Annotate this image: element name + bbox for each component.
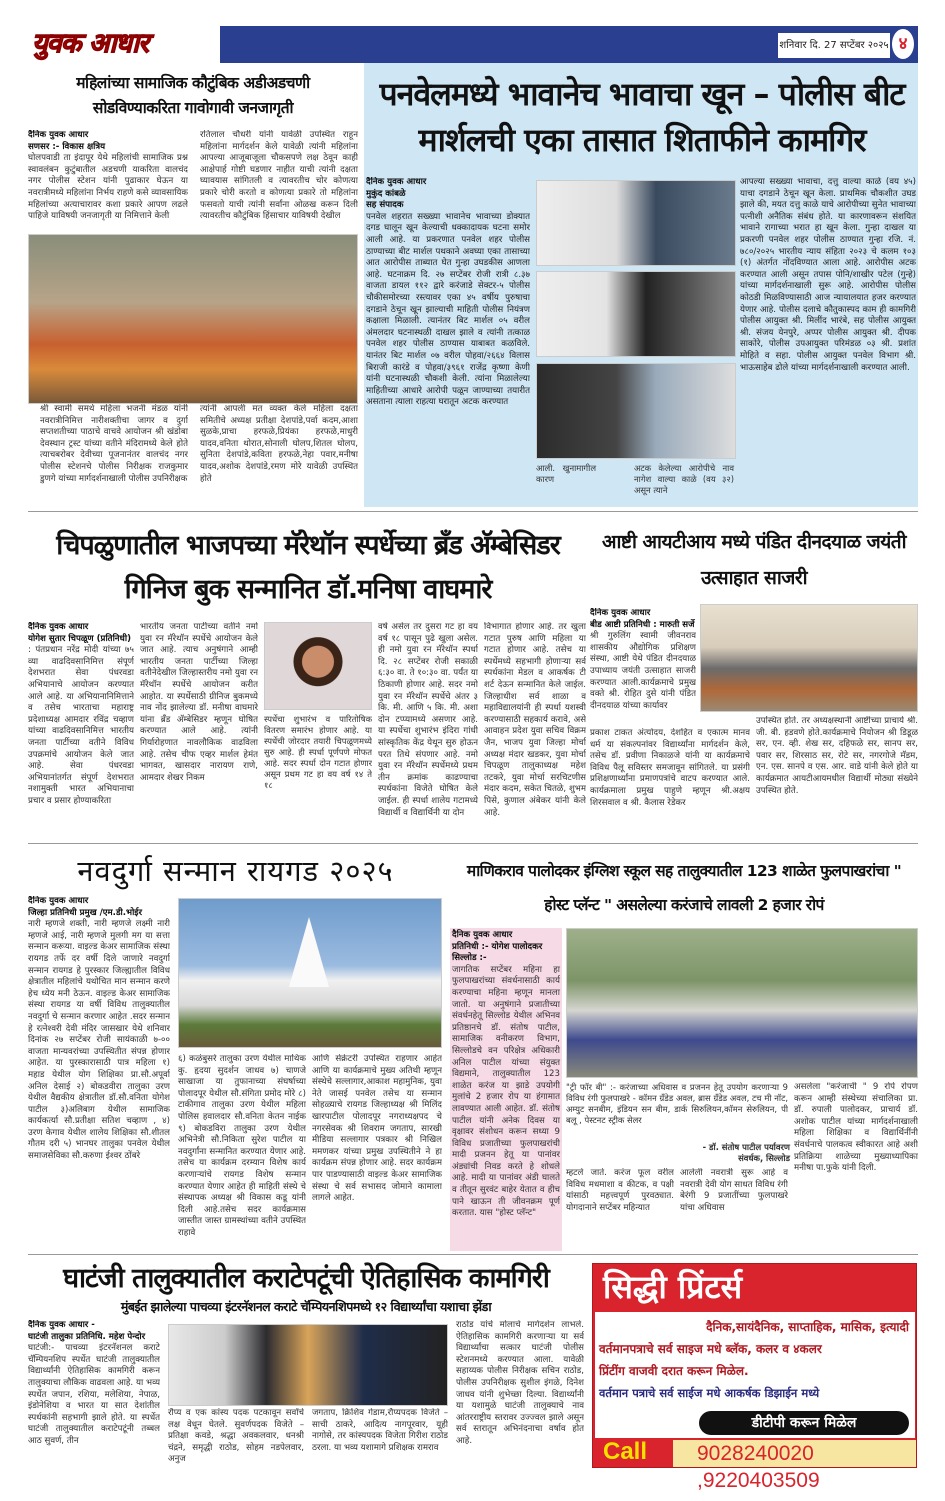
article-text: वर्ष असेल तर दुसरा गट हा वय वर्ष १८ पासून पुढे खुला असेल. ही नमो युवा रन मॅरेथॉन स्पर्धा दि. २८ सप्टेंबर रोजी सकाळी ६:३० वा. ते १०:३० वा. पर्यंत या ठिकाणी होणार आहे. सदर नमो युवा रन मॅरेथॉन स्पर्धेचे अंतर ३ कि. मी. आणि ५ कि. मी. अशा दोन टप्प्यामध्ये असणार आहे. या स्पर्धेचा शुभारंभ इंदिरा गांधी सांस्कृतिक केंद्र येथून सुरु होऊन परत तिथे संपणार आहे. नमो युवा रन मॅरेथॉन स्पर्धेमध्ये प्रथम तीन क्रमांक काढण्याचा स्पर्धकांना विजेते घोषित केले जाईल. ही स्पर्धा शालेय गटामध्ये विद्यार्थी व विद्यार्थिनी या दोन [378, 622, 478, 818]
ad-phone-numbers: 9028240020 ,9220403509 [697, 1442, 820, 1492]
photo-caption: स्पर्धेचा शुभारंभ व पारितोषिक वितरण समारंभ होणार आहे. या स्पर्धेची जोरदार तयारी चिपळूणमध्ये सुरु आहे. ही स्पर्धा पूर्णपणे मोफत आहे. सदर स्पर्धा दोन गटात होणार असून प्रथम गट हा वय वर्ष १४ ते १८ [264, 714, 372, 790]
ad-text: वर्तमान पत्राचे सर्व साईज मधे आकर्षक डिझाईन मध्ये [599, 1386, 820, 1400]
masthead [28, 26, 918, 63]
article-text: ६) कळंबुसरे तालुका उरण येथील माथिक कु. हृदया सुदर्शन जाधव ७) चाणजे साखाजा या तुफानाच्या संघर्षाच्या पोलादपूर येथील सौ.संगिता प्रमोद मोरे ८) टाकीगाव तालुका उरण येथील महिला पोलिस हवालदार सौ.वनिता केतन नाईक ९) बोकडविरा तालुका उरण येथील अभिनेत्री सौ.निकिता सुरेश पाटील या नवदुर्गांना सन्मानित करण्यात येणार आहे. तसेच या कार्यक्रम दरम्यान विशेष कार्य करणाऱ्यांचे रायगड विशेष सन्मान करण्यात येणार आहेत ही माहिती संस्थे चे संस्थापक अध्यक्ष श्री विकास कडू यांनी दिली आहे.तसेच सदर कार्यक्रमास जास्तीत जास्त ग्रामस्थांच्या वतीने उपस्थित राहावे [178, 1054, 306, 1238]
page-number: ४ [892, 29, 914, 59]
photo-police-station-2 [536, 271, 736, 357]
headline: नवदुर्गा सन्मान रायगड २०२५ [77, 854, 394, 888]
article-text: आलेली नवरात्री सुरू आहे व नवरात्री देवी योग साधत विविध रंगी बेरंगी 9 प्रजातींच्या फुलपाखरे यांचा अधिवास [680, 1168, 788, 1213]
article-text: आपल्या सख्ख्या भावाचा, दत्तु वाल्या काळे (वय ४५) याचा दगडाने ठेचून खून केला. प्राथमिक चौकशीत उघड झाले की, मयत दत्तु काळे याचे आरोपीच्या सुनेत भावाच्या पत्नीशी अनैतिक संबंध होते. या कारणावरून संशयित भावाने रागाच्या भरात हा खून केला. गुन्हा दाखल या प्रकरणी पनवेल शहर पोलीस ठाण्यात गुन्हा रजि. नं. ७८०/२०२५ भारतीय न्याय संहिता २०२३ चे कलम १०३ (१) अंतर्गत नोंदविण्यात आला आहे. आरोपीस अटक करण्यात आली असून तपास पोनि/शाखीर पटेल (गुन्हे) यांच्या मार्गदर्शनाखाली सुरू आहे. आरोपीस पोलीस कोठडी मिळविण्यासाठी आज न्यायालयात हजर करण्यात येणार आहे. पोलीस दलाचे कौतुकास्पद काम ही कामगिरी पोलीस आयुक्त श्री. मिलींद भारंबे, सह पोलीस आयुक्त श्री. संजय येनपुरे, अप्पर पोलीस आयुक्त श्री. दीपक साकोरे, पोलीस उपआयुक्त परिमंडळ ०३ श्री. प्रशांत मोहिते व सहा. पोलीस आयुक्त पनवेल विभाग श्री. भाऊसाहेब ढोले यांच्या मार्गदर्शनाखाली करण्यात आली. [740, 177, 916, 373]
byline: दैनिक युवक आधार [28, 130, 89, 140]
newspaper-logo: युवक आधार [28, 26, 220, 63]
article-text: जागतिक सप्टेंबर महिना हा फुलपाखरांच्या संवर्धनासाठी कार्य करण्याचा महिना म्हणून मानला जातो. या अनुषंगाने प्रजातीच्या संवर्धनहेतू सिल्लोड येथील अभिनव प्रतिष्ठानचे डॉ. संतोष पाटील, सामाजिक वनीकरण विभाग, सिल्लोडचे वन परिक्षेत्र अधिकारी अनिल पाटील यांच्या संयुक्त विद्यमाने, तालुक्यातील 123 शाळेत करंज या झाडे उपयोगी मुलांचे 2 हजार रोप या हंगामात लावण्यात आली आहेत. डॉ. संतोष पाटील यांनी अनेक दिवस या वृक्षावर संशोधन करून सध्या 9 विविध प्रजातीच्या फुलपाखरांची मादी प्रजनन हेतू या पानांवर अंड्यांची निवड करते हे शोधले आहे. मादी या पानांवर अंडी घालते व तीतून सुरवंट बाहेर येतात व हीच पाने खाऊन ती जीवनक्रम पूर्ण करतात. यास "होस्ट प्लॅन्ट" [452, 964, 560, 1219]
article-text: नारी म्हणजे शक्ती, नारी म्हणजे लक्ष्मी नारी म्हणजे आई, नारी म्हणजे मुलगी मग या सत्ता सन्मान करूया. वाइल्ड केअर सामाजिक संस्था रायगड तर्फे दर वर्षी दिले जाणारे नवदुर्गा सन्मान रायगड हे पुरस्कार जिल्ह्यातील विविध क्षेत्रातील महिलांचे यथोचित मान सन्मान करणे हेच ध्येय मनी ठेऊन. वाइल्ड केअर सामाजिक संस्था रायगड या वर्षी विविध तालुक्यातील नवदुर्गा चे सन्मान करणार आहेत .सदर सन्मान हे रत्नेश्वरी देवी मंदिर जासखार येथे शनिवार दिनांक २७ सप्टेंबर रोजी सायंकाळी ७-०० वाजता मान्यवरांच्या उपस्थितीत संपन्न होणार आहेत. या पुरस्कारासाठी पात्र महिला १) महाड येथील योग शिक्षिका प्रा.सौ.अपूर्वा अनिल देसाई २) बोकडवीरा तालुका उरण येथील वैद्यकीय क्षेत्रातील डॉ.सौ.वनिता योगेश पाटील ३)अलिबाग येथील सामाजिक कार्यकर्त्या सौ.प्रतीक्षा सतिश चव्हाण , ४) उरण केगाव येथील शालेय शिक्षिका सौ.शीतल गौतम दरी ५) भानघर तालुका पनवेल येथील समाजसेविका सौ.करुणा ईश्वर ठोंबरे [28, 919, 170, 1162]
article-text: श्री स्वामी समर्थ महिला भजनी मंडळ यांनी नवरात्रीनिमित्त नारीशक्तीचा जागर व दुर्गा सप्तशतीच्या पाठाचे वाचवे आयोजन श्री खंडोबा देवस्थान ट्रस्ट यांच्या वतीने मंदिरामध्ये केले होते त्याचबरोबर देवीच्या पूजनानंतर वालचंद नगर पोलीस स्टेशनचे पोलीस निरीक्षक राजकुमार डुणगे यांच्या मार्गदर्शनाखाली पोलीस उपनिरीक्षक [40, 404, 188, 484]
photo-caption: आली. खुनामागील कारण [536, 463, 596, 484]
date-box: शनिवार दि. 27 सप्टेंबर २०२५ [778, 33, 890, 58]
headline: घाटंजी तालुक्यातील कराटेपटूंची ऐतिहासिक कामगिरी [63, 1263, 549, 1294]
advertisement-siddhi-printers [592, 1263, 917, 1492]
photo-women-gathering [28, 234, 358, 404]
reporter-title: सह संपादक [366, 200, 404, 211]
byline: दैनिक युवक आधार [452, 930, 513, 940]
article-women-awareness [28, 66, 358, 506]
photo-police-station-3 [536, 363, 736, 459]
photo-caption: जगताप, क्रिशिव गेडाम,रौप्यपदक विजेते – साची ठाकरे, आदित्य नागपूरवार, यूही नागोसे, तर कांस्यपदक विजेता गिरीश राठोड ठरला. या भव्य यशामागे प्रशिक्षक रामराव [312, 1408, 448, 1453]
article-text: घाटंजी:- पाचव्या इंटरनॅशनल कराटे चॅम्पियनशिप स्पर्धेत घाटंजी तालुक्यातील विद्यार्थ्यांनी ऐतिहासिक कामगिरी करून तालुक्याचा लौकिक वाढवला आहे. या भव्य स्पर्धेत जपान, रशिया, मलेशिया, नेपाळ, इंडोनेशिया व भारत या सात देशांतील स्पर्धकांनी सहभागी झाले होते. या स्पर्धेत घाटंजी तालुक्यातील कराटेपटूंनी तब्बल आठ सुवर्ण, तीन [28, 1343, 160, 1446]
article-text: असलेला "करंजाची " 9 रोपे रोपण करून आम्ही संस्थेच्या संचालिका प्रा. डॉ. रुपाली पालोदकर, प्राचार्य डॉ. अशोक पाटील यांच्या मार्गदर्शनाखाली महिला शिक्षिका व विद्यार्थिनींनी संवर्धनाचे पालकत्व स्वीकारत आहे अशी प्रतिक्रिया शाळेच्या मुख्याध्यापिका मनीषा पा.फुके यांनी दिली. [794, 1082, 918, 1174]
ad-title: सिद्धी प्रिंटर्स [603, 1268, 743, 1306]
byline: दैनिक युवक आधार [28, 622, 89, 632]
article-navdurga-samman [28, 846, 443, 1251]
byline: दैनिक युवक आधार [590, 608, 651, 618]
article-butterfly-host-plant [450, 846, 918, 1251]
article-text: त्यांनी आपली मत व्यक्त केले महिला दक्षता समितीचे अध्यक्ष प्रतीक्षा देशपांडे,पर्वा कदम,आशा सुळके,प्राचा हरफळे,प्रियंका हरफळे,माधुरी यादव,वनिता थोरात,सोनाली घोलप,शितल घोलप, सुनिता देशपांडे,कविता हरफळे,नेहा पवार,मनीषा यादव,अशोक देशपांडे,रमण मोरे यावेळी उपस्थित होते [200, 404, 358, 484]
article-text: श्री गुरुलिंग स्वामी जीवनराव शासकीय औद्योगिक प्रशिक्षण संस्था, आष्टी येथे पंडित दीनदयाळ उपाध्याय जयंती उत्साहात साजरी करण्यात आली.कार्यक्रमाचे प्रमुख वक्ते श्री. रोहित दुसे यांनी पंडित दीनदयाळ यांच्या कार्यावर [590, 631, 696, 711]
headline: चिपळुणातील भाजपच्या मॅरेथॉन स्पर्धेच्या ब्रँड अ‍ॅम्बेसिडर गिनिज बुक सन्मानित डॉ.मनिषा वाघमारे [56, 530, 560, 605]
reporter: बीड आष्टी प्रतिनिधी : मारुती सर्जे [590, 619, 695, 630]
article-text: प्रकाश टाकत अंत्योदय, देशहित व एकात्म मानव धर्म या संकल्पनांवर विद्यार्थ्यांना मार्गदर्शन केले, तसेच डॉ. प्रवीणा निकाळजे यांनी या कार्यक्रमाचे विविध पैलू सविस्तर समजावून सांगितले. या प्रसंगी प्रशिक्षणार्थ्यांना प्रमाणपत्रांचे वाटप करण्यात आले. कार्यक्रमाला प्रमुख पाहुणे म्हणून श्री.अक्षय शिरसवाल व श्री. कैलास रेडेकर [590, 728, 750, 808]
photo-iti-event [700, 604, 918, 712]
photo-caption: रौप्य व एक कांस्य पदक पटकावून सर्वांचे लक्ष वेधून घेतले. सुवर्णपदक विजेते – प्रतिक्षा कवडे, श्रद्धा अवकलवार, धनश्री चंद्रने, समृद्धी राठोड, सोहम नडपेलवार, अनुज [168, 1408, 304, 1465]
headline: महिलांच्या सामाजिक कौटुंबिक अडीअडचणी सोडविण्याकरिता गावोगावी जनजागृती [76, 74, 310, 117]
article-marathon-ambassador [28, 516, 586, 838]
ad-text: दैनिक,सायंदैनिक, साप्ताहिक, मासिक, इत्यादी [706, 1320, 909, 1334]
article-text: उपस्थित होते. तर अध्यक्षस्थानी आष्टीच्या प्राचार्य श्री. जी. बी. हडवणे होते.कार्यक्रमाचे नियोजन श्री डिडूळ सर, एन. व्ही. शेख सर, दहिफळे सर, सानप सर, पवार सर, शिरसाठ सर, रोटे सर, नगरगोजे मॅडम, एन. एस. सानपे व एस. आर. वाडे यांनी केले होते या कार्यक्रमात आयटीआयमधील विद्यार्थी मोठ्या संख्येने उपस्थित होते. [756, 716, 918, 796]
headline: आष्टी आयटीआय मध्ये पंडित दीनदयाळ जयंती उत्साहात साजरी [601, 531, 906, 589]
article-text: : पंतप्रधान नरेंद्र मोदी यांच्या ७५ व्या वाढदिवसानिमित्त संपूर्ण देशभरात सेवा पंधरवडा अभियानाचे आयोजन करण्यात आले आहे. या अभियानानिमित्ताने व तसेच भारताचा महाराष्ट्र प्रदेशाध्यक्ष आमदार रविंद्र चव्हाण यांच्या वाढदिवसानिमित्त भारतीय जनता पार्टीच्या वतीने विविध उपक्रमांचे आयोजन केले जात आहे. सेवा पंधरवडा अभियानांतर्गत संपूर्ण देशभरात नशामुक्ती भारत अभियानाचा प्रचार व प्रसार होण्याकरिता [28, 645, 134, 806]
article-panvel-murder [364, 63, 918, 507]
subheadline: मुंबईत झालेल्या पाचव्या इंटरनॅशनल कराटे चॅम्पियनशिपमध्ये १२ विद्यार्थ्यांचा यशाचा झेंडा [120, 1299, 492, 1314]
byline: दैनिक युवक आधार - [28, 1320, 95, 1330]
ad-call-label: Call [603, 1438, 648, 1465]
article-text: रतिलाल चौधरी यांनी यावेळी उपस्थित राहून महिलांना मार्गदर्शन केले यावेळी त्यांनी महिलांना आपल्या आजूबाजूला चौकसपणे लक्ष ठेवून काही आक्षेपार्ह गोष्टी घडणार नाहीत याची त्यांनी दक्षता घ्यावयास सांगितली व त्यावरतीच चोर कोणत्या प्रकारे चोरी करतो व कोणत्या प्रकारे तो महिलांना फसवतो याची त्यांनी सर्वांना ओळख करून दिली त्यावरतीच कौटुंबिक हिंसाचार याविषयी देखील [200, 130, 358, 222]
article-text: घोलपवाडी ता इंदापूर येथे महिलांची सामाजिक प्रश्न स्वावलंबन कुटुंबातील अडचणी याकरिता वालचंद नगर पोलीस स्टेशन यांनी पुढाकार घेऊन या नवरात्रीमध्ये महिलांना निर्भय राहणे कसे व्यावसायिक महिलांच्या अत्याचारावर कशा प्रकारे आपण लढले पाहिजे याविषयी जनजागृती या निमित्ताने केली [28, 153, 188, 222]
byline: दैनिक युवक आधार [366, 177, 427, 187]
reporter: योगेश सुतार चिपळूण (प्रतिनिधी) [28, 633, 132, 644]
article-text: राठोड यांचे मोलाचे मार्गदर्शन लाभले. ऐतिहासिक कामगिरी करणाऱ्या या सर्व विद्यार्थ्यांचा सत्कार घाटंजी पोलीस स्टेशनमध्ये करण्यात आला. यावेळी सहाय्यक पोलीस निरीक्षक सचिन राठोड, पोलीस उपनिरीक्षक सुशील इंगळे, दिनेश जाधव यांनी शुभेच्छा दिल्या. विद्यार्थ्यांनी या यशामुळे घाटंजी तालुक्याचे नाव आंतरराष्ट्रीय स्तरावर उज्ज्वल झाले असून सर्व स्तरातून अभिनंदनाचा वर्षाव होत आहे. [456, 1320, 584, 1446]
photo-temple [178, 898, 442, 1048]
article-text: आणि सेक्रेटरी उपस्थित राहणार आहेत आणि या कार्यक्रमाचे मुख्य अतिथी म्हणून संस्थेचे सल्लागार,आकाश महामुनिक, युवा नेते जासई पनवेल तसेच या सन्मान सोहळ्याचे रायगड जिल्हाध्यक्ष श्री मिलिंद खारपाटील पोलादपूर नगराध्यक्षपद चे नगरसेवक श्री शिवराम जगताप, सारखी मीडिया सल्लागार पत्रकार श्री निखिल ममणकर यांच्या प्रमुख उपस्थितीने ने हा कार्यक्रम संपन्न होणार आहे. सदर कार्यक्रम पार पाडण्यासाठी वाइल्ड केअर सामाजिक संस्था चे सर्व सभासद जोमाने कामाला लागले आहेत. [312, 1054, 442, 1204]
reporter: प्रतिनिधी :- योगेश पालोदकर [452, 941, 543, 952]
reporter: मुकुंद कांबळे [366, 188, 406, 199]
reporter: घाटंजी तालुका प्रतिनिधि. महेश पेन्दोर [28, 1331, 146, 1342]
photo-caption: अटक केलेल्या आरोपीचे नाव नागेश वाल्या काळे (वय ३२) असून त्याने [634, 463, 734, 495]
reporter: सणसर :- विकास क्षत्रिय [28, 141, 106, 152]
photo-students-planting [566, 928, 918, 1078]
ad-text: प्रिंटींग वाजवी दरात करून मिळेल. [599, 1364, 749, 1378]
photo-caption: "ट्री फॉर बी" :- करंजाच्या अधिवास व प्रजनन हेतू उपयोग करणाऱ्या 9 विविध रंगी फुलपाखरे - कॉमन ग्रँडेड अवल, ब्रास ग्रँडेड अवल, टच मी नॉट, अम्युट सनबीम, इंडियन सन बीम, डार्क सिरुलियन,कॉमन सेरुलियन, पी बलू , पेस्टनट स्ट्रीक सेलर [566, 1082, 788, 1125]
photo-dr-manisha-waghmare [264, 622, 372, 710]
photo-police-station-1 [536, 180, 736, 266]
article-text: विभागात होणार आहे. तर खुला गटात पुरुष आणि महिला या गटात होणार आहे. तसेच या स्पर्धेमध्ये सहभागी होणाऱ्या सर्व स्पर्धकांना मेडल व आकर्षक टी शर्ट देऊन सन्मानित केले जाईल. जिल्हाधीश सर्व शाळा व महाविद्यालयांनी ही स्पर्धा यशस्वी करण्यासाठी सहकार्य करावे, असे आवाहन प्रदेश युवा सचिव विक्रम जैन, भाजप युवा जिल्हा मोर्चा अध्यक्ष मंदार खडकर, युवा मोर्चा चिपळूण तालुकाध्यक्ष महेश तटकरे, युवा मोर्चा सरचिटणीस मंदार कदम, सकेत चितळे, शुभम पिसे, कुणाल अंबेकर यांनी केले आहे. [484, 622, 586, 818]
article-text: म्हटले जाते. करंज फूल वरील विविध मधमाशा व कीटक, व पक्षी यांसाठी महत्त्वपूर्ण पुरवठ्यात. योगदानाने सप्टेंबर महिन्यात [566, 1168, 674, 1213]
dateline: सिल्लोड :- [452, 953, 487, 964]
article-ashti-iti [590, 516, 918, 838]
article-text: पनवेल शहरात सख्ख्या भावानेच भावाच्या डोक्यात दगड घालून खून केल्याची धक्कादायक घटना समोर आली आहे. या प्रकरणात पनवेल शहर पोलीस ठाण्याच्या बीट मार्शल पथकाने अवघ्या एका तासाच्या आत आरोपीस ताब्यात घेत गुन्हा उघडकीस आणला आहे. घटनाक्रम दि. २७ सप्टेंबर रोजी रात्री ८.३७ वाजता डायल ११२ द्वारे करंजाडे सेक्टर-५ पोलीस चौकीसमोरच्या रस्त्यावर एका ४५ वर्षीय पुरुषाचा दगडाने ठेचून खून झाल्याची माहिती पोलीस नियंत्रण कक्षाला मिळाली. त्यानंतर बिट मार्शल ०५ वरील अंमलदार घटनास्थळी दाखल झाले व त्यांनी तत्काळ पनवेल शहर पोलीस ठाण्यास याबाबत कळविले. यानंतर बिट मार्शल ०७ वरील पोहवा/२६६४ विलास बिराजी कारंडे व पोहवा/३९६१ राजेंद्र कृष्णा केणी यांनी घटनास्थळी चौकशी केली. त्यांना मिळालेल्या माहितीच्या आधारे आरोपी पळून जाण्याच्या तयारीत असताना त्याला राहत्या घरातून अटक करण्यात [366, 211, 530, 408]
ad-text: वर्तमानपत्राचे सर्व साइज मधे ब्लॅक, कलर व ४कलर [599, 1342, 822, 1356]
photo-karate-students [168, 1324, 448, 1406]
headline: माणिकराव पालोदकर इंग्लिश स्कूल सह तालुक्यातील 123 शाळेत फुलपाखरांचा " होस्ट प्लॅन्ट " असलेल्या करंजाचे लावली 2 हजार रोपं [466, 862, 902, 914]
article-text: भारतीय जनता पार्टीच्या वतीने नमो युवा रन मॅरेथॉन स्पर्धेचे आयोजन केले जात आहे. त्याच अनुषंगाने आम्ही भारतीय जनता पार्टीच्या जिल्हा वतीनेदेखील जिल्हास्तरीय नमो युवा रन मॅरेथॉन स्पर्धेचे आयोजन करीत आहोत. या स्पर्धेसाठी ग्रीनिज बुकमध्ये नाव नोंद झालेल्या डॉ. मनीषा वाघमारे यांना ब्रँड अ‍ॅम्बेसिडर म्हणून घोषित करण्यात आले आहे. त्यांनी गिर्यारोहणात नावलौकिक वाढविला आहे. तसेच चीफ एव्हर मार्शल हेमंत भागवत, खासदार नारायण राणे, आमदार शेखर निकम [140, 622, 258, 783]
byline: दैनिक युवक आधार [28, 896, 89, 906]
reporter: जिल्हा प्रतिनिधी प्रमुख /एम.डी.भोईर [28, 907, 143, 918]
ad-dtp-pill: डीटीपी करून मिळेल [699, 1411, 909, 1435]
article-karate-achievement [28, 1258, 584, 1473]
photo-credit: - डॉ. संतोष पाटील पर्यावरण संवर्धक, सिल्लोड [702, 1142, 790, 1163]
headline: पनवेलमध्ये भावानेच भावाचा खून – पोलीस बीट मार्शलची एका तासात शिताफीने कामगिर [379, 75, 905, 159]
